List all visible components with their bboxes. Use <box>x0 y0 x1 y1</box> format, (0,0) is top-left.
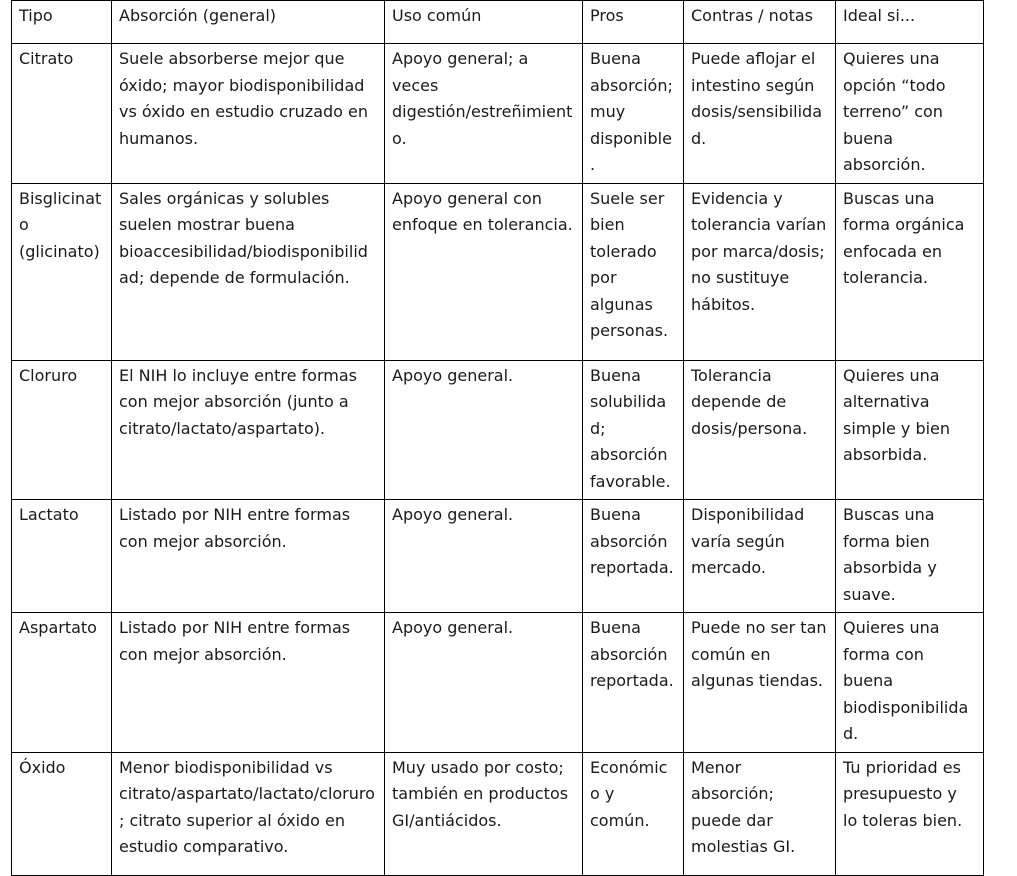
cell-ideal-si: Quieres una opción “todo terreno” con buena absorción. <box>836 44 984 184</box>
cell-tipo: Aspartato <box>12 613 112 753</box>
cell-tipo: Bisglicinato (glicinato) <box>12 183 112 360</box>
cell-contras: Disponibilidad varía según mercado. <box>684 500 836 613</box>
cell-pros: Buena absorción reportada. <box>583 500 684 613</box>
cell-uso-comun: Apoyo general; a veces digestión/estreñimiento. <box>385 44 583 184</box>
cell-tipo: Óxido <box>12 752 112 875</box>
cell-pros: Buena absorción; muy disponible. <box>583 44 684 184</box>
table-row <box>12 500 984 613</box>
cell-contras: Tolerancia depende de dosis/persona. <box>684 360 836 500</box>
header-contras: Contras / notas <box>684 1 836 44</box>
cell-absorcion: Suele absorberse mejor que óxido; mayor biodisponibilidad vs óxido en estudio cruzado en humanos. <box>112 44 385 184</box>
table-row <box>12 44 984 184</box>
cell-absorcion: El NIH lo incluye entre formas con mejor absorción (junto a citrato/lactato/aspartato). <box>112 360 385 500</box>
header-tipo: Tipo <box>12 1 112 44</box>
header-row <box>12 1 984 44</box>
cell-absorcion: Listado por NIH entre formas con mejor absorción. <box>112 500 385 613</box>
cell-contras: Menor absorción; puede dar molestias GI. <box>684 752 836 875</box>
cell-absorcion: Listado por NIH entre formas con mejor absorción. <box>112 613 385 753</box>
cell-contras: Puede no ser tan común en algunas tiendas. <box>684 613 836 753</box>
table-row <box>12 752 984 875</box>
cell-tipo: Lactato <box>12 500 112 613</box>
cell-uso-comun: Apoyo general. <box>385 613 583 753</box>
cell-contras: Evidencia y tolerancia varían por marca/dosis; no sustituye hábitos. <box>684 183 836 360</box>
magnesium-forms-table <box>11 0 984 876</box>
cell-uso-comun: Apoyo general. <box>385 360 583 500</box>
cell-ideal-si: Buscas una forma bien absorbida y suave. <box>836 500 984 613</box>
cell-tipo: Cloruro <box>12 360 112 500</box>
cell-ideal-si: Quieres una alternativa simple y bien absorbida. <box>836 360 984 500</box>
cell-pros: Buena absorción reportada. <box>583 613 684 753</box>
cell-pros: Suele ser bien tolerado por algunas personas. <box>583 183 684 360</box>
header-ideal-si: Ideal si... <box>836 1 984 44</box>
cell-ideal-si: Tu prioridad es presupuesto y lo toleras bien. <box>836 752 984 875</box>
header-pros: Pros <box>583 1 684 44</box>
cell-uso-comun: Apoyo general. <box>385 500 583 613</box>
cell-ideal-si: Quieres una forma con buena biodisponibilidad. <box>836 613 984 753</box>
cell-ideal-si: Buscas una forma orgánica enfocada en tolerancia. <box>836 183 984 360</box>
cell-absorcion: Menor biodisponibilidad vs citrato/aspartato/lactato/cloruro; citrato superior al óxido en estudio comparativo. <box>112 752 385 875</box>
header-absorcion: Absorción (general) <box>112 1 385 44</box>
table-row <box>12 360 984 500</box>
table-row <box>12 183 984 360</box>
table-row <box>12 613 984 753</box>
cell-pros: Buena solubilidad; absorción favorable. <box>583 360 684 500</box>
cell-pros: Económico y común. <box>583 752 684 875</box>
cell-tipo: Citrato <box>12 44 112 184</box>
cell-uso-comun: Muy usado por costo; también en productos GI/antiácidos. <box>385 752 583 875</box>
cell-uso-comun: Apoyo general con enfoque en tolerancia. <box>385 183 583 360</box>
header-uso-comun: Uso común <box>385 1 583 44</box>
cell-absorcion: Sales orgánicas y solubles suelen mostrar buena bioaccesibilidad/biodisponibilidad; depende de formulación. <box>112 183 385 360</box>
cell-contras: Puede aflojar el intestino según dosis/sensibilidad. <box>684 44 836 184</box>
